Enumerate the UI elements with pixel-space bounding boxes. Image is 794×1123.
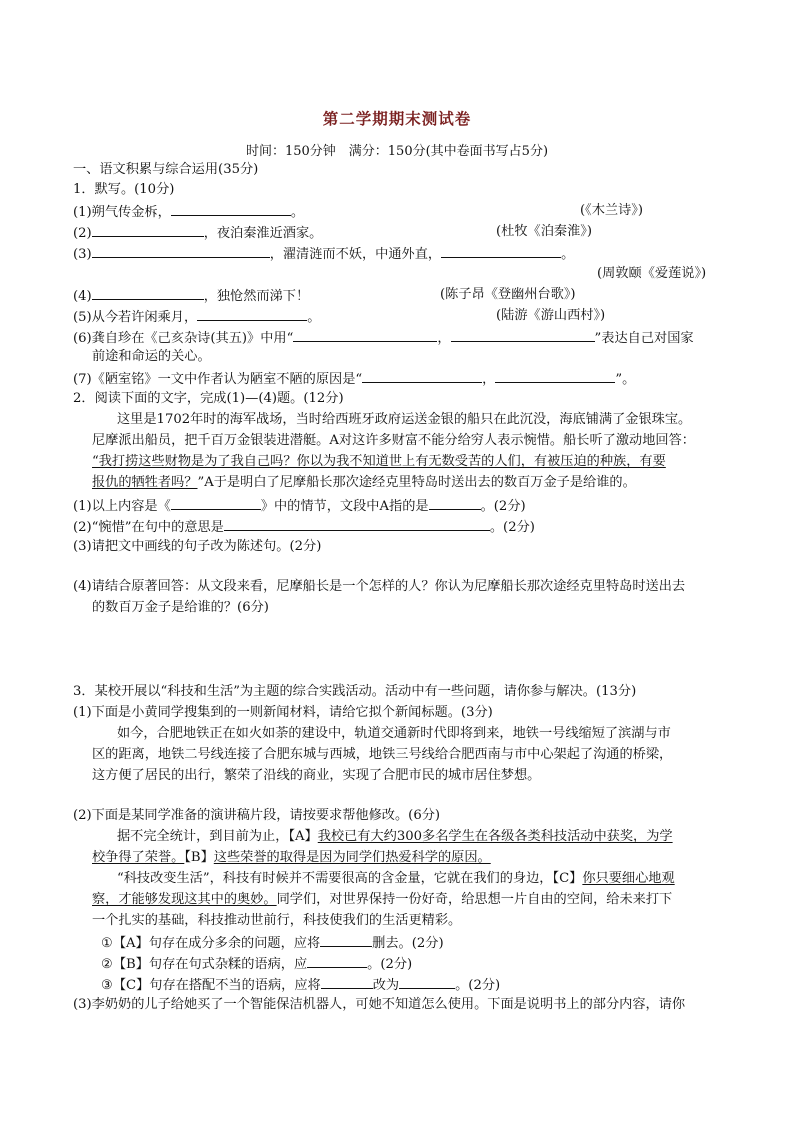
q3-option-2 (101, 953, 412, 974)
answer-blank[interactable] (224, 516, 490, 531)
text: (5)从今若许闲乘月， (73, 310, 198, 325)
text: 。(2分) (480, 499, 526, 514)
q1-source-3: (周敦颐《爱莲说》) (597, 266, 707, 281)
answer-blank[interactable] (451, 327, 595, 342)
section-heading: 一、语文积累与综合运用(35分) (73, 162, 259, 177)
text: 》中的情节，文段中A指的是 (260, 499, 429, 514)
text: “科技改变生活”，科技有时候并不需要很高的含金量，它就在我们的身边，【C】 (117, 871, 583, 886)
q2-passage-line: 这里是1702年时的海军战场，当时给西班牙政府运送金银的船只在此沉没，海底铺满了金银珠宝。 (117, 412, 692, 427)
underlined-text: 校争得了荣誉。 (92, 850, 185, 865)
text: ”A于是明白了尼摩船长那次途经克里特岛时送出去的数百万金子是给谁的。 (197, 475, 636, 490)
answer-blank[interactable] (171, 201, 291, 216)
q1-line-1 (73, 201, 304, 222)
q1-line-3 (73, 243, 574, 264)
text: ②【B】句存在句式杂糅的语病，应 (101, 957, 308, 972)
q1-line-5 (73, 306, 320, 327)
q2-heading: 2．阅读下面的文字，完成(1)—(4)题。(12分) (73, 391, 344, 406)
text: ①【A】句存在成分多余的问题，应将 (101, 936, 321, 951)
text: (4) (73, 289, 92, 304)
q3-news-line: 这方便了居民的出行，繁荣了沿线的商业，实现了合肥市民的城市居住梦想。 (92, 768, 541, 783)
text: 删去。(2分) (372, 936, 444, 951)
q2-sub-3: (3)请把文中画线的句子改为陈述句。(2分) (73, 539, 322, 554)
underlined-text: 你只要细心地观 (582, 871, 675, 886)
text: (1)以上内容是《 (73, 499, 171, 514)
q3-speech-line: 一个扎实的基础，科技推动世前行，科技使我们的生活更精彩。 (92, 913, 462, 928)
underlined-text: 我校已有大约300多名学生在各级各类科技活动中获奖，为学 (317, 829, 673, 844)
answer-blank[interactable] (197, 306, 307, 321)
underlined-text: 察，才能够发现这其中的奥妙。 (92, 892, 277, 907)
q1-line-4 (73, 285, 309, 306)
q1-line-2 (73, 222, 322, 243)
answer-blank[interactable] (92, 285, 204, 300)
text: (6)龚自珍在《己亥杂诗(其五)》中用“ (73, 331, 294, 346)
answer-blank[interactable] (321, 974, 373, 989)
q2-sub-1 (73, 495, 526, 516)
q2-passage-line (92, 473, 636, 492)
q1-source-5: (陆游《游山西村》) (496, 308, 606, 323)
q3-news-line: 区的距离，地铁二号线连接了合肥东城与西城，地铁三号线给合肥西南与市中心架起了沟通的桥梁， (92, 747, 673, 762)
q3-speech-line (92, 890, 672, 909)
underlined-text: 报仇的牺牲者吗？ (92, 475, 198, 490)
q1-heading: 1．默写。(10分) (73, 182, 175, 197)
answer-blank[interactable] (92, 222, 204, 237)
answer-blank[interactable] (92, 243, 270, 258)
q1-line-7 (73, 368, 635, 389)
answer-blank[interactable] (441, 243, 561, 258)
answer-blank[interactable] (429, 495, 481, 510)
q3-news-line: 如今，合肥地铁正在如火如荼的建设中，轨道交通新时代即将到来，地铁一号线缩短了滨湖与市 (117, 726, 671, 741)
text: 。(2分) (455, 978, 501, 993)
text: 。 (561, 247, 575, 262)
answer-blank[interactable] (307, 953, 367, 968)
q2-passage-underlined: “我打捞这些财物是为了我自己吗？你以为我不知道世上有无数受苦的人们，有被压迫的种族，有要 (92, 454, 666, 469)
text: 改为 (372, 978, 400, 993)
q3-sub-3: (3)李奶奶的儿子给她买了一个智能保洁机器人，可她不知道怎么使用。下面是说明书上的部分内容，请你 (73, 997, 686, 1012)
q2-passage-line: 尼摩派出船员，把千百万金银装进潜艇。A对这许多财富不能分给穷人表示惋惜。船长听了激动地回答： (92, 433, 695, 448)
exam-title: 第二学期期末测试卷 (322, 109, 472, 128)
answer-blank[interactable] (495, 368, 615, 383)
q2-sub-2 (73, 516, 535, 537)
answer-blank[interactable] (171, 495, 261, 510)
q3-heading: 3．某校开展以“科技和生活”为主题的综合实践活动。活动中有一些问题，请你参与解决。(13分) (73, 684, 637, 699)
q3-option-3 (101, 974, 500, 995)
text: (2)“惋惜”在句中的意思是 (73, 520, 224, 535)
q1-source-4: (陈子昂《登幽州台歌》) (440, 287, 576, 302)
text: 。 (307, 310, 321, 325)
q3-option-1 (101, 932, 444, 953)
q3-sub-2: (2)下面是某同学准备的演讲稿片段，请按要求帮他修改。(6分) (73, 808, 441, 823)
q3-speech-line (117, 827, 673, 846)
q3-speech-line (117, 869, 675, 888)
underlined-text: 这些荣誉的取得是因为同学们热爱科学的原因。 (213, 850, 491, 865)
q2-sub-4-cont: 的数百万金子是给谁的？(6分) (92, 600, 269, 615)
q1-source-2: (杜牧《泊秦淮》) (496, 224, 593, 239)
q1-line-6 (73, 327, 694, 348)
text: 【B】 (184, 850, 214, 865)
text: 。(2分) (367, 957, 413, 972)
text: (2) (73, 226, 92, 241)
text: 同学们，对世界保持一份好奇，给思想一片自由的空间，给未来打下 (276, 892, 673, 907)
q1-source-1: (《木兰诗》) (580, 203, 644, 218)
answer-blank[interactable] (362, 368, 482, 383)
text: 。(2分) (489, 520, 535, 535)
text: (7)《陋室铭》一文中作者认为陋室不陋的原因是“ (73, 372, 363, 387)
text: ”。 (615, 372, 636, 387)
text: ，濯清涟而不妖，中通外直， (269, 247, 442, 262)
exam-subtitle: 时间：150分钟 满分：150分(其中卷面书写占5分) (245, 144, 549, 159)
q2-sub-4: (4)请结合原著回答：从文段来看，尼摩船长是一个怎样的人？你认为尼摩船长那次途经克里特岛时送出去 (73, 579, 686, 594)
text: (1)朔气传金柝， (73, 205, 171, 220)
answer-blank[interactable] (399, 974, 455, 989)
q1-line-6-cont: 前途和命运的关心。 (92, 349, 211, 364)
text: ， (482, 372, 496, 387)
text: ， (437, 331, 451, 346)
text: ”表达自己对国家 (594, 331, 694, 346)
text: ，夜泊秦淮近酒家。 (203, 226, 323, 241)
q3-speech-line (92, 848, 491, 867)
text: 据不完全统计，到目前为止，【A】 (117, 829, 318, 844)
answer-blank[interactable] (320, 932, 372, 947)
q3-sub-1: (1)下面是小黄同学搜集到的一则新闻材料，请给它拟个新闻标题。(3分) (73, 705, 493, 720)
text: ，独怆然而涕下！ (203, 289, 310, 304)
text: 。 (290, 205, 304, 220)
text: ③【C】句存在搭配不当的语病，应将 (101, 978, 321, 993)
answer-blank[interactable] (293, 327, 437, 342)
text: (3) (73, 247, 92, 262)
